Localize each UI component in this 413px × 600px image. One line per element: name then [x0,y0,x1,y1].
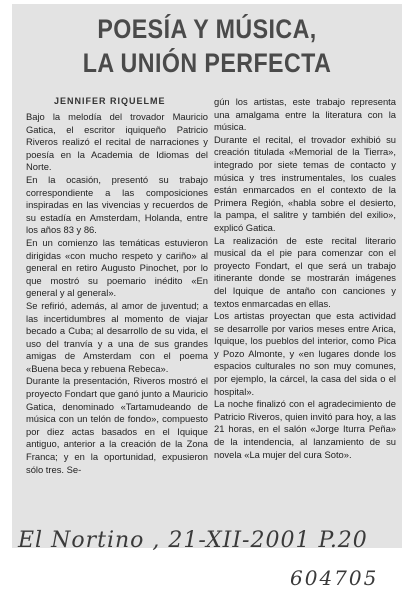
handwritten-folio-number: 604705 [290,566,379,590]
paragraph: En un comienzo las temáticas estuvieron dirigidas «con mucho respeto y cariño» al general en retiro Augusto Pinochet, por lo que mostró su poemario inédito «En general y al general». [26,236,208,299]
paragraph: Se refirió, además, al amor de juventud; a las incertidumbres al momento de viajar becado a Cuba; al desarrollo de su vida, el uso del tranvía y a una de sus grandes amigas de Amsterdam con el poema «Buena beca y rebuena Rebeca». [26,299,208,374]
article-column-right [214,96,396,461]
paragraph: gún los artistas, este trabajo representa una amalgama entre la literatura con la música. [214,96,396,133]
paragraph: Bajo la melodía del trovador Mauricio Gatica, el escritor iquiqueño Patricio Riveros realizó el recital de narraciones y poesía en la Academia de Idiomas del Norte. [26,111,208,173]
article-column-left [26,111,208,476]
paragraph: Los artistas proyectan que esta actividad se desarrolle por varios meses entre Arica, Iquique, los pueblos del interior, como Pica y Pozo Almonte, y «en lugares donde los espacios culturales no son muy comunes, por ejemplo, la cárcel, la casa del sida o el hospital». [214,310,396,397]
headline-line-1: POESÍA Y MÚSICA, [97,14,317,44]
headline-line-2: LA UNIÓN PERFECTA [82,48,332,78]
byline: JENNIFER RIQUELME [54,96,166,106]
paragraph: Durante el recital, el trovador exhibió su creación titulada «Memorial de la Tierra», integrado por siete temas de contacto y música y tres instrumentales, los cuales están enmarcados en el contexto de la Primera Región, «habla sobre el desierto, la pampa, el salitre y también del exilio», explicó Gatica. [214,133,396,233]
handwritten-source-note: El Nortino , 21-XII-2001 P.20 [18,528,368,553]
paragraph: La realización de este recital literario musical da el pie para comenzar con el proyecto Fondart, el que será un trabajo itinerante donde se mostrarán imágenes del Iquique de antaño con canciones y textos enmarcadas en ellas. [214,234,396,309]
paragraph: La noche finalizó con el agradecimiento de Patricio Riveros, quien invitó para hoy, a las 21 horas, en el salón «Jorge Iturra Peña» de la intendencia, al lanzamiento de su novela «La mujer del cura Soto». [214,398,396,460]
paragraph: Durante la presentación, Riveros mostró el proyecto Fondart que ganó junto a Mauricio Gatica, denominado «Tartamudeando de música con un telón de fondo», compuesto por diez actas basados en el Iquique antiguo, anterior a la creación de la Zona Franca; y en la oportunidad, expusieron sólo tres. Se- [26,375,208,475]
newspaper-clipping [12,4,402,548]
paragraph: En la ocasión, presentó su trabajo correspondiente a las composiciones inspiradas en las vivencias y recuerdos de su estadía en Amsterdam, Holanda, entre los años 83 y 86. [26,173,208,236]
